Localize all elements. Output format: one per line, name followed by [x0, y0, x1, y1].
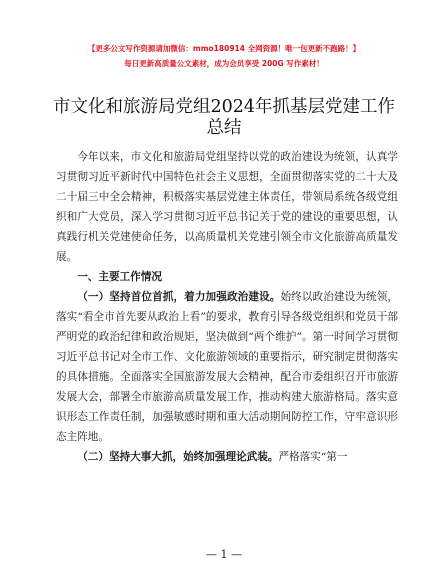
item-2-paragraph	[56, 447, 398, 467]
item-2-text: 严格落实“第一	[278, 451, 348, 463]
document-body	[56, 147, 398, 467]
promo-banner-line-2: 每日更新高质量公文素材，成为会员享受 200G 写作素材！	[124, 59, 324, 68]
promo-banner-line-1: 【更多公文写作资源请加微信：mmo180914 全网资源！唯一包更新不跑路！】	[87, 44, 361, 53]
section-heading: 一、主要工作情况	[77, 271, 162, 283]
item-1-lead: （一）坚持首位首抓，着力加强政治建设。	[77, 291, 281, 303]
item-2-lead: （二）坚持大事大抓，始终加强理论武装。	[77, 451, 279, 463]
document-title: 市文化和旅游局党组2024年抓基层党建工作总结	[52, 97, 396, 138]
page-number: — 1 —	[206, 548, 242, 561]
intro-paragraph: 今年以来，市文化和旅游局党组坚持以党的政治建设为统领，认真学习贯彻习近平新时代中国特色社会主义思想，全面贯彻落实党的二十大及二十届三中全会精神，积极落实基层党建主体责任，带领局系统各级党组织和广大党员，深入学习贯彻习近平总书记关于党的建设的重要思想，认真践行机关党建使命任务，以高质量机关党建引领全市文化旅游高质量发展。	[56, 151, 398, 263]
item-1-text: 始终以政治建设为统领，落实“看全市首先要从政治上看”的要求，教育引导各级党组织和党员干部严明党的政治纪律和政治规矩，坚决做到“两个维护”。第一时间学习贯彻习近平总书记对全市工作、文化旅游领域的重要指示，研究制定贯彻落实的具体措施。全面落实全国旅游发展大会精神，配合市委组织召开市旅游发展大会，部署全市旅游高质量发展工作，推动构建大旅游格局。落实意识形态工作责任制，加强敏感时期和重大活动期间防控工作，守牢意识形态主阵地。	[56, 291, 399, 443]
item-1-paragraph	[56, 287, 398, 447]
